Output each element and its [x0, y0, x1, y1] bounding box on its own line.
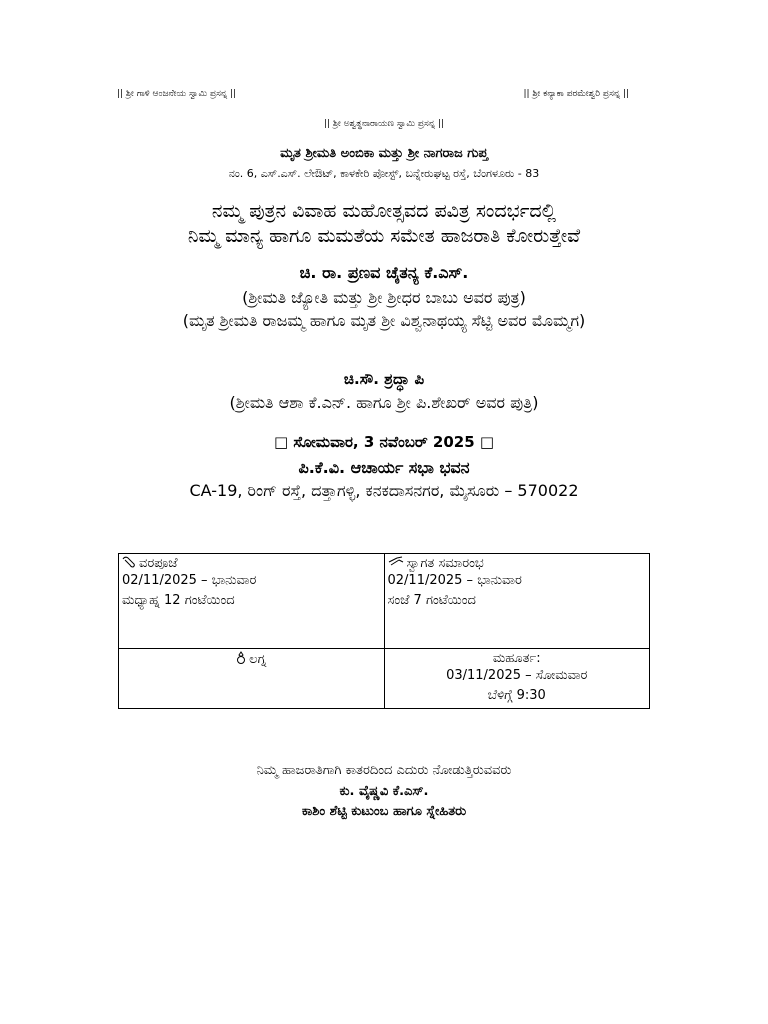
host-address: ನಂ. 6, ಎಸ್.ಎಸ್. ಲೇಔಟ್, ಕಾಳಕೇರಿ ಪೋಸ್ಟ್, ಬನ್ನೇರುಘಟ್ಟ ರಸ್ತೆ, ಬೆಂಗಳೂರು - 83	[228, 167, 540, 180]
lagna-title: ಲಗ್ನ	[249, 652, 267, 667]
varapooje-cell	[119, 554, 385, 649]
sparkle-icon	[388, 556, 404, 571]
blessing-left: || ಶ್ರೀ ಗಾಳಿ ಆಂಜನೇಯ ಸ್ವಾಮಿ ಪ್ರಸನ್ನ ||	[117, 89, 237, 99]
closing-name: ಕು. ವೈಷ್ಣವಿ ಕೆ.ಎಸ್.	[339, 784, 429, 799]
groom-grandparents: (ಮೃತ ಶ್ರೀಮತಿ ರಾಜಮ್ಮ ಹಾಗೂ ಮೃತ ಶ್ರೀ ವಿಶ್ವನಾಥಯ್ಯ ಸೆಟ್ಟಿ ಅವರ ಮೊಮ್ಮಗ)	[182, 311, 586, 330]
groom-parents: (ಶ್ರೀಮತಿ ಜ್ಯೋತಿ ಮತ್ತು ಶ್ರೀ ಶ್ರೀಧರ ಬಾಬು ಅವರ ಪುತ್ರ)	[242, 288, 526, 307]
varapooje-date: 02/11/2025 – ಭಾನುವಾರ	[122, 573, 257, 588]
bride-parents: (ಶ್ರೀಮತಿ ಆಶಾ ಕೆ.ಎನ್. ಹಾಗೂ ಶ್ರೀ ಪಿ.ಶೇಖರ್ ಅವರ ಪುತ್ರಿ)	[229, 393, 539, 412]
bride-name: ಚಿ.ಸೌ. ಶ್ರದ್ಧಾ ಪಿ	[343, 370, 425, 388]
reception-title: ಸ್ವಾಗತ ಸಮಾರಂಭ	[406, 556, 484, 571]
venue-address: CA-19, ರಿಂಗ್ ರಸ್ತೆ, ದತ್ತಾಗಳ್ಳಿ, ಕನಕದಾಸನಗರ, ಮೈಸೂರು – 570022	[189, 481, 579, 500]
muhurtha-cell	[384, 649, 650, 709]
invitation-line-1: ನಮ್ಮ ಪುತ್ರನ ವಿವಾಹ ಮಹೋತ್ಸವದ ಪವಿತ್ರ ಸಂದರ್ಭದಲ್ಲಿ	[211, 200, 557, 222]
scroll-icon	[122, 556, 136, 571]
closing-line: ನಿಮ್ಮ ಹಾಜರಾತಿಗಾಗಿ ಕಾತರದಿಂದ ಎದುರು ನೋಡುತ್ತಿರುವವರು	[256, 763, 512, 778]
varapooje-time: ಮಧ್ಯಾಹ್ನ 12 ಗಂಟೆಯಿಂದ	[122, 593, 235, 608]
closing-family: ಕಾಶಿಂ ಶೆಟ್ಟಿ ಕುಟುಂಬ ಹಾಗೂ ಸ್ನೇಹಿತರು	[301, 804, 467, 819]
event-schedule-table	[118, 553, 650, 709]
reception-date: 02/11/2025 – ಭಾನುವಾರ	[387, 573, 522, 588]
event-date: □ ಸೋಮವಾರ, 3 ನವೆಂಬರ್ 2025 □	[273, 433, 495, 451]
blessing-center: || ಶ್ರೀ ಅಶ್ವತ್ಥನಾರಾಯಣ ಸ್ವಾಮಿ ಪ್ರಸನ್ನ ||	[324, 119, 444, 129]
reception-time: ಸಂಜೆ 7 ಗಂಟೆಯಿಂದ	[387, 593, 476, 608]
invitation-text	[60, 199, 708, 249]
reception-cell	[384, 554, 650, 649]
varapooje-title: ವರಪೂಜೆ	[139, 556, 178, 571]
muhurtha-date: 03/11/2025 – ಸೋಮವಾರ	[446, 668, 588, 683]
muhurtha-time: ಬೆಳಿಗ್ಗೆ 9:30	[487, 688, 546, 703]
lagna-cell	[119, 649, 385, 709]
host-name: ಮೃತ ಶ್ರೀಮತಿ ಅಂಬಿಕಾ ಮತ್ತು ಶ್ರೀ ನಾಗರಾಜ ಗುಪ್ತ	[280, 146, 488, 161]
groom-name: ಚಿ. ರಾ. ಪ್ರಣವ ಚೈತನ್ಯ ಕೆ.ಎಸ್.	[299, 263, 469, 282]
ring-icon	[236, 651, 246, 668]
blessing-right: || ಶ್ರೀ ಕನ್ಯಾಕಾ ಪರಮೇಶ್ವರಿ ಪ್ರಸನ್ನ ||	[523, 89, 629, 99]
venue-name: ಪಿ.ಕೆ.ವಿ. ಆಚಾರ್ಯ ಸಭಾ ಭವನ	[298, 458, 470, 477]
invitation-line-2: ನಿಮ್ಮ ಮಾನ್ಯ ಹಾಗೂ ಮಮತೆಯ ಸಮೇತ ಹಾಜರಾತಿ ಕೋರುತ್ತೇವೆ	[187, 225, 581, 247]
muhurtha-title: ಮಹೂರ್ತ:	[492, 651, 541, 666]
